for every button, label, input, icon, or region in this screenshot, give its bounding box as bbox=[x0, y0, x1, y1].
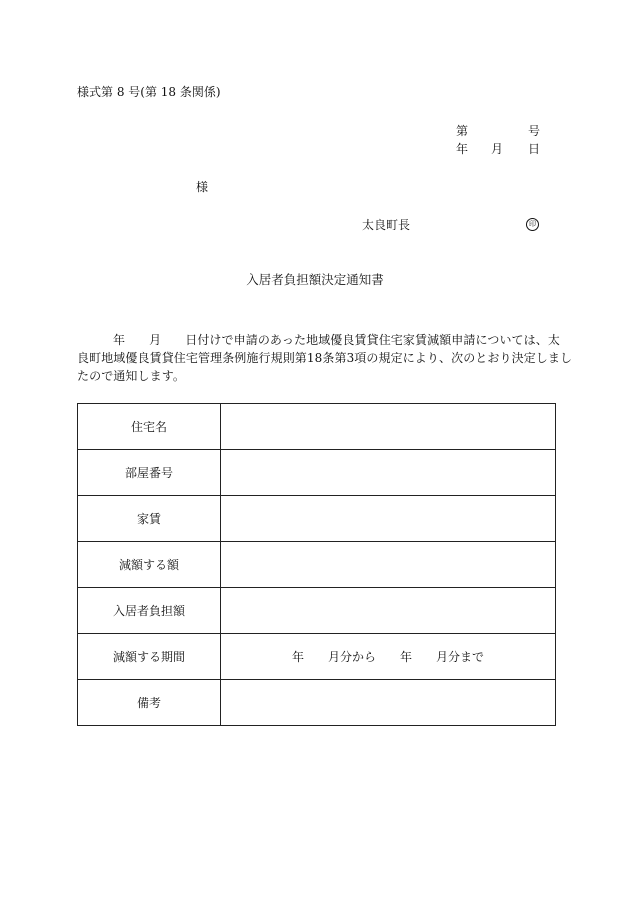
row-value-room-number bbox=[221, 450, 556, 496]
document-title: 入居者負担額決定通知書 bbox=[246, 272, 384, 287]
addressee-honorific: 様 bbox=[196, 180, 209, 194]
body-year: 年 bbox=[113, 333, 126, 347]
date-day: 日 bbox=[528, 142, 541, 156]
period-end-year: 年 bbox=[400, 650, 413, 664]
row-value-reduction-period bbox=[221, 634, 556, 680]
document-number-prefix: 第 bbox=[456, 124, 469, 138]
table-row bbox=[78, 588, 556, 634]
row-label-housing-name: 住宅名 bbox=[78, 404, 221, 450]
info-table bbox=[77, 403, 556, 726]
period-start-year: 年 bbox=[291, 650, 304, 664]
body-line-3: たので通知します。 bbox=[77, 369, 185, 383]
row-label-reduction-amount: 減額する額 bbox=[78, 542, 221, 588]
date-year: 年 bbox=[456, 142, 469, 156]
table-row bbox=[78, 450, 556, 496]
seal-icon: 印 bbox=[526, 218, 539, 231]
table-row bbox=[78, 496, 556, 542]
row-value-tenant-burden bbox=[221, 588, 556, 634]
row-label-tenant-burden: 入居者負担額 bbox=[78, 588, 221, 634]
row-label-room-number: 部屋番号 bbox=[78, 450, 221, 496]
row-value-remarks bbox=[221, 680, 556, 726]
body-line-1-text: 日付けで申請のあった地域優良賃貸住宅家賃減額申請については、太 bbox=[185, 333, 560, 347]
body-line-2: 良町地域優良賃貸住宅管理条例施行規則第18条第3項の規定により、次のとおり決定しまし bbox=[77, 351, 573, 365]
body-line-1 bbox=[77, 331, 560, 349]
row-value-reduction-amount bbox=[221, 542, 556, 588]
period-end-month: 月分まで bbox=[436, 650, 485, 664]
period-start-month: 月分から bbox=[327, 650, 376, 664]
sender-name: 太良町長 bbox=[362, 218, 411, 232]
row-value-rent bbox=[221, 496, 556, 542]
row-label-rent: 家賃 bbox=[78, 496, 221, 542]
document-number-suffix: 号 bbox=[528, 124, 541, 138]
body-paragraph bbox=[77, 331, 573, 385]
body-month: 月 bbox=[149, 333, 162, 347]
row-label-remarks: 備考 bbox=[78, 680, 221, 726]
table-row bbox=[78, 404, 556, 450]
table-row bbox=[78, 634, 556, 680]
form-number-label: 様式第 8 号(第 18 条関係) bbox=[77, 85, 221, 99]
row-label-reduction-period: 減額する期間 bbox=[78, 634, 221, 680]
table-row bbox=[78, 542, 556, 588]
row-value-housing-name bbox=[221, 404, 556, 450]
date-month: 月 bbox=[491, 142, 504, 156]
table-row bbox=[78, 680, 556, 726]
